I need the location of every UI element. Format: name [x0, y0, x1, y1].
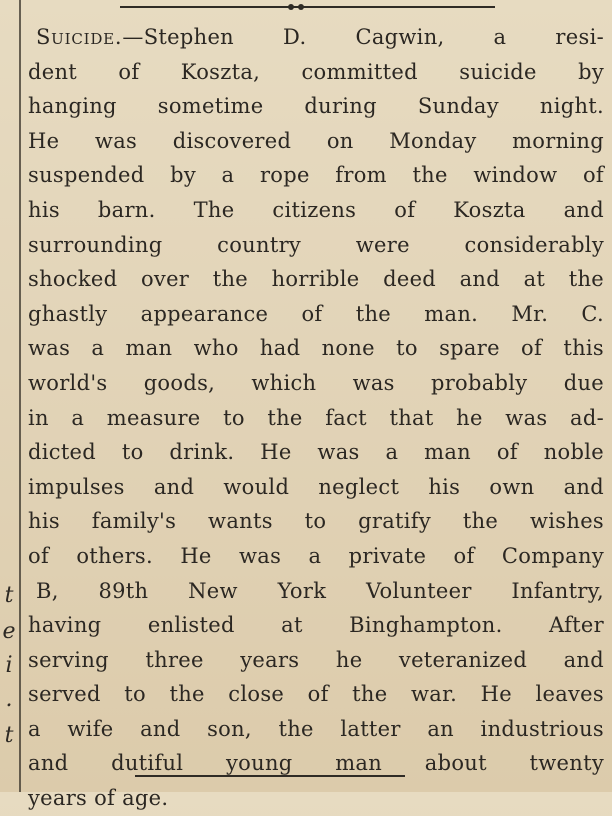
article-line: suspended by a rope from the window of: [28, 163, 604, 188]
top-ornamental-rule: [120, 6, 495, 8]
article-line: shocked over the horrible deed and at the: [28, 267, 604, 292]
article-line: his barn. The citizens of Koszta and: [28, 197, 604, 222]
article-line: dicted to drink. He was a man of noble: [28, 440, 604, 465]
article-headword: Suicide.: [36, 25, 123, 49]
article-line: years of age.: [28, 786, 169, 811]
article-line: surrounding country were considerably: [28, 232, 604, 257]
article-line: his family's wants to gratify the wishes: [28, 509, 604, 534]
article-line: and dutiful young man about twenty: [28, 751, 604, 776]
article-line: a wife and son, the latter an industrious: [28, 716, 604, 741]
article-line: in a measure to the fact that he was ad-: [28, 405, 604, 430]
article-line: was a man who had none to spare of this: [28, 336, 604, 361]
article-line: hanging sometime during Sunday night.: [28, 94, 604, 119]
article-line: world's goods, which was probably due: [28, 370, 604, 395]
article-line: impulses and would neglect his own and: [28, 474, 604, 499]
fragment-letter: e: [2, 619, 16, 644]
adjacent-column-fragments: [0, 585, 16, 785]
column-rule: [19, 0, 21, 792]
fragment-letter: t: [4, 723, 14, 748]
article-line-text: —Stephen D. Cagwin, a resi-: [122, 25, 604, 49]
article-line: serving three years he veteranized and: [28, 647, 604, 672]
article-line: He was discovered on Monday morning: [28, 128, 604, 153]
bottom-rule: [135, 775, 405, 777]
article-line: having enlisted at Binghampton. After: [28, 613, 604, 638]
fragment-letter: i: [5, 653, 13, 678]
article-line: of others. He was a private of Company: [28, 543, 604, 568]
article-line: [28, 20, 604, 55]
article-body: [28, 20, 604, 816]
article-line: served to the close of the war. He leaves: [28, 682, 604, 707]
article-line: dent of Koszta, committed suicide by: [28, 59, 604, 84]
fragment-letter: .: [5, 687, 13, 712]
article-line: ghastly appearance of the man. Mr. C.: [28, 301, 604, 326]
fragment-letter: t: [4, 583, 14, 608]
article-line: B, 89th New York Volunteer Infantry,: [36, 578, 604, 603]
